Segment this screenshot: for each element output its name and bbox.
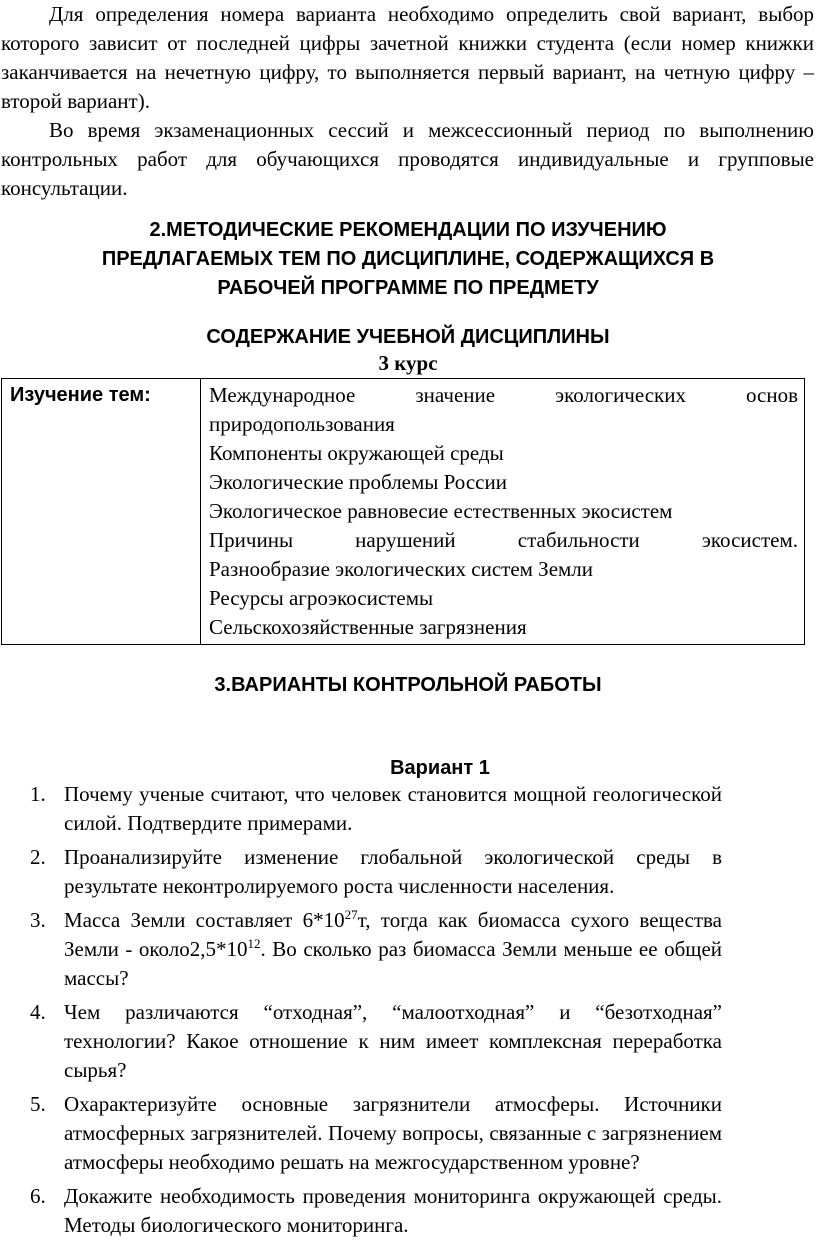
topics-list-cell (201, 379, 805, 645)
section2-heading-line3: РАБОЧЕЙ ПРОГРАММЕ ПО ПРЕДМЕТУ (217, 277, 599, 299)
course-label: 3 курс (378, 351, 438, 375)
question-text: Докажите необходимость проведения мониторинга окружающей среды. Методы биологического мониторинга. (64, 1184, 722, 1237)
question-text: Проанализируйте изменение глобальной экологической среды в результате неконтролируемого роста численности населения. (64, 845, 722, 898)
question-number: 1. (30, 782, 46, 806)
section2-heading-line1: 2.МЕТОДИЧЕСКИЕ РЕКОМЕНДАЦИИ ПО ИЗУЧЕНИЮ (149, 219, 667, 241)
question-text-part: . Во сколько раз биомасса Земли меньше ее общей массы? (64, 937, 722, 990)
section2-heading-line2: ПРЕДЛАГАЕМЫХ ТЕМ ПО ДИСЦИПЛИНЕ, СОДЕРЖАЩИХСЯ В (101, 248, 715, 270)
topic-item: Сельскохозяйственные загрязнения (209, 615, 527, 639)
topic-item: Причины нарушений стабильности экосистем. (209, 528, 798, 552)
question-item (0, 1182, 722, 1240)
intro-paragraph-consultations: Во время экзаменационных сессий и межсессионный период по выполнению контрольных работ для обучающихся проводятся индивидуальные и групповые консультации. (1, 118, 814, 200)
question-number: 2. (30, 845, 46, 869)
topic-item: Экологическое равновесие естественных экосистем (209, 499, 673, 523)
question-text: Почему ученые считают, что человек становится мощной геологической силой. Подтвердите примерами. (64, 782, 722, 835)
topics-table-row (2, 379, 805, 645)
question-item (0, 843, 722, 901)
intro-section (1, 0, 814, 203)
question-number: 5. (30, 1092, 46, 1116)
topic-item: Экологические проблемы России (209, 470, 507, 494)
question-number: 3. (30, 908, 46, 932)
intro-paragraph-variant-choice: Для определения номера варианта необходимо определить свой вариант, выбор которого зависит от последней цифры зачетной книжки студента (если номер книжки заканчивается на нечетную цифру, то выполняется первый вариант, на четную цифру – второй вариант). (1, 2, 814, 113)
question-number: 6. (30, 1184, 46, 1208)
questions-list (0, 780, 722, 1245)
question-number: 4. (30, 1000, 46, 1024)
question-text: Чем различаются “отходная”, “малоотходная” и “безотходная” технологии? Какое отношение к ним имеет комплексная переработка сырья? (64, 1000, 722, 1082)
content-title: СОДЕРЖАНИЕ УЧЕБНОЙ ДИСЦИПЛИНЫ (206, 326, 610, 348)
question-text-part: т, тогда как биомасса сухого вещества Земли - около2,5*10 (64, 908, 722, 961)
variant-title: Вариант 1 (390, 757, 490, 779)
question-item (0, 998, 722, 1085)
question-item (0, 780, 722, 838)
topic-item: Ресурсы агроэкосистемы (209, 586, 434, 610)
question-text: Охарактеризуйте основные загрязнители атмосферы. Источники атмосферных загрязнителей. Почему вопросы, связанные с загрязнением атмосферы необходимо решать на межгосударственном уровне? (64, 1092, 722, 1174)
topic-item: Компоненты окружающей среды (209, 441, 504, 465)
question-item (0, 1090, 722, 1177)
question-text-part: Масса Земли составляет 6*10 (64, 908, 345, 932)
exponent: 27 (344, 907, 358, 922)
topics-table (1, 378, 805, 645)
question-item (0, 906, 722, 993)
topic-item: природопользования (209, 412, 395, 436)
topics-label-cell: Изучение тем: (2, 379, 201, 645)
topic-item: Разнообразие экологических систем Земли (209, 557, 594, 581)
topic-item: Международное значение экологических основ (209, 383, 798, 407)
section3-heading: 3.ВАРИАНТЫ КОНТРОЛЬНОЙ РАБОТЫ (214, 674, 602, 696)
exponent: 12 (247, 936, 261, 951)
